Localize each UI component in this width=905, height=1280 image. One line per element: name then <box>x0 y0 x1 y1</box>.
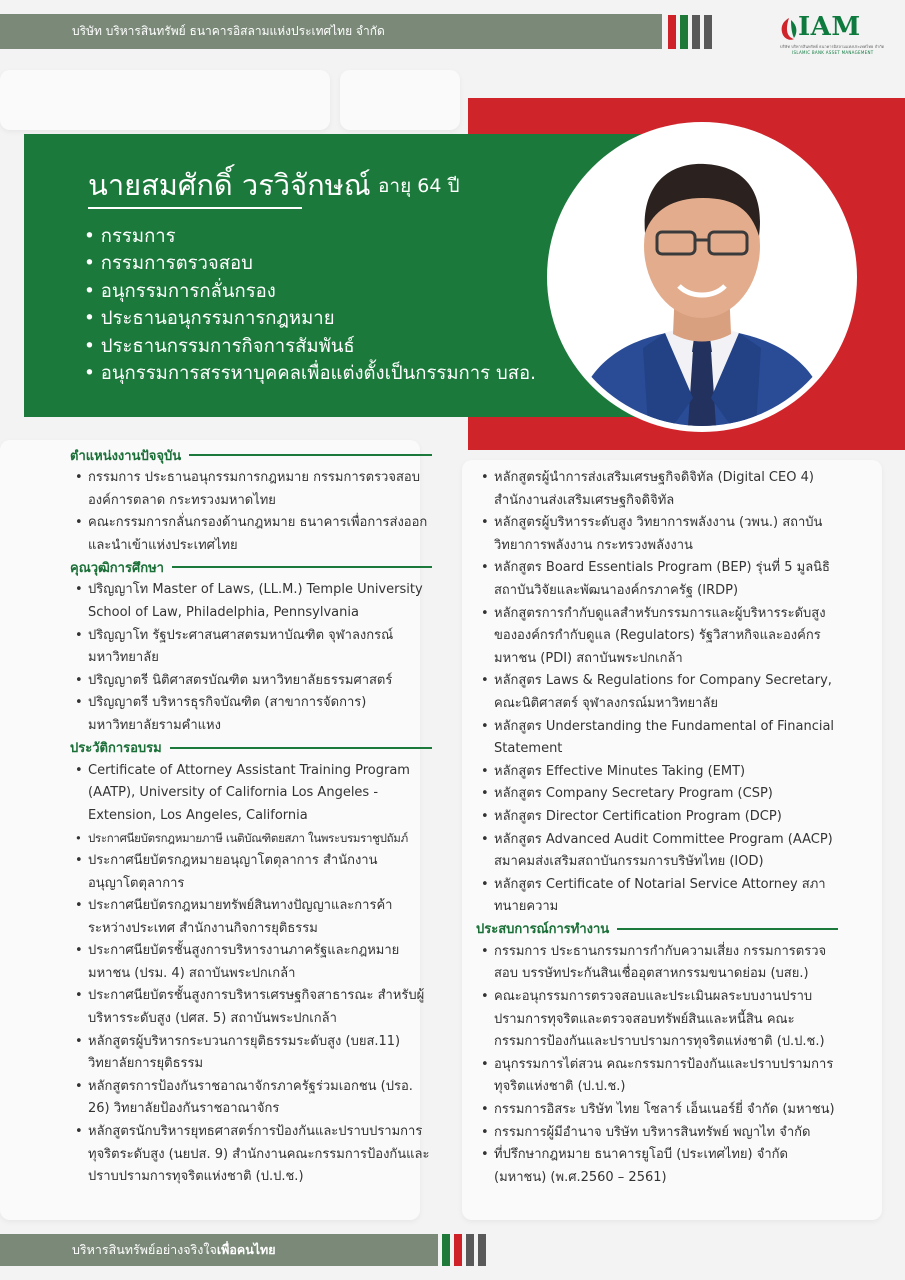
list-item: • กรรมการ ประธานกรรมการกำกับความเสี่ยง กรรมการตรวจสอบ บรรษัทประกันสินเชื่ออุตสาหกรรมขนาดย่อม (บสย.) <box>476 941 838 986</box>
list-item: • ปริญญาตรี นิติศาสตรบัณฑิต มหาวิทยาลัยธรรมศาสตร์ <box>70 670 432 693</box>
section-title: ตำแหน่งงานปัจจุบัน <box>70 448 182 464</box>
training-list-continued <box>476 467 838 919</box>
left-column <box>70 445 432 1189</box>
name-divider <box>88 207 302 209</box>
section-rule <box>617 928 838 930</box>
person-name: นายสมศักดิ์ วรวิจักษณ์ <box>88 168 371 202</box>
list-item: • หลักสูตร Advanced Audit Committee Program (AACP) สมาคมส่งเสริมสถาบันกรรมการบริษัทไทย (IOD) <box>476 829 838 874</box>
footer-bar <box>0 1234 438 1266</box>
iam-logo <box>778 14 883 59</box>
role-item: • อนุกรรมการสรรหาบุคคลเพื่อแต่งตั้งเป็นกรรมการ บสอ. <box>84 360 536 387</box>
list-item: • กรรมการอิสระ บริษัท ไทย โซลาร์ เอ็นเนอร์ยี่ จำกัด (มหาชน) <box>476 1099 838 1122</box>
role-item: • กรรมการ <box>84 223 536 250</box>
background-tile <box>340 70 460 130</box>
role-item: • ประธานอนุกรรมการกฎหมาย <box>84 305 536 332</box>
list-item: • ประกาศนียบัตรกฎหมายอนุญาโตตุลาการ สำนักงานอนุญาโตตุลาการ <box>70 850 432 895</box>
list-item: • หลักสูตรการกำกับดูแลสำหรับกรรมการและผู้บริหารระดับสูงขององค์กรกำกับดูแล (Regulators) รัฐวิสาหกิจและองค์กรมหาชน (PDI) สถาบันพระปกเกล้า <box>476 603 838 671</box>
company-name: บริษัท บริหารสินทรัพย์ ธนาคารอิสลามแห่งประเทศไทย จำกัด <box>72 24 385 38</box>
list-item: • กรรมการผู้มีอำนาจ บริษัท บริหารสินทรัพย์ พญาไท จำกัด <box>476 1122 838 1145</box>
list-item: • ประกาศนียบัตรชั้นสูงการบริหารเศรษฐกิจสาธารณะ สำหรับผู้บริหารระดับสูง (ปศส. 5) สถาบันพระปกเกล้า <box>70 985 432 1030</box>
list-item: • คณะกรรมการกลั่นกรองด้านกฎหมาย ธนาคารเพื่อการส่งออกและนำเข้าแห่งประเทศไทย <box>70 512 432 557</box>
roles-list <box>84 223 536 387</box>
list-item: • ที่ปรึกษากฎหมาย ธนาคารยูโอบี (ประเทศไทย) จำกัด (มหาชน) (พ.ศ.2560 – 2561) <box>476 1144 838 1189</box>
right-column <box>476 467 838 1189</box>
section-rule <box>189 454 432 456</box>
person-age: อายุ 64 ปี <box>378 175 460 197</box>
list-item: • กรรมการ ประธานอนุกรรมการกฎหมาย กรรมการตรวจสอบ องค์การตลาด กระทรวงมหาดไทย <box>70 467 432 512</box>
list-item: • ประกาศนียบัตรกฎหมายภาษี เนติบัณฑิตยสภา ในพระบรมราชูปถัมภ์ <box>70 827 432 850</box>
background-tile <box>0 70 330 130</box>
section-experience-header <box>476 919 838 939</box>
section-education-header <box>70 557 432 577</box>
role-item: • ประธานกรรมการกิจการสัมพันธ์ <box>84 333 536 360</box>
footer-stripes <box>442 1234 486 1266</box>
list-item: • ปริญญาโท Master of Laws, (LL.M.) Temple University School of Law, Philadelphia, Pennsylvania <box>70 579 432 624</box>
footer-tagline <box>72 1240 276 1260</box>
list-item: • หลักสูตร Company Secretary Program (CSP) <box>476 783 838 806</box>
footer-tagline-regular: บริหารสินทรัพย์อย่างจริงใจ <box>72 1242 217 1257</box>
list-item: • หลักสูตร Certificate of Notarial Service Attorney สภาทนายความ <box>476 874 838 919</box>
section-title: ประวัติการอบรม <box>70 741 162 757</box>
list-item: • ประกาศนียบัตรกฎหมายทรัพย์สินทางปัญญาและการค้าระหว่างประเทศ สำนักงานกิจการยุติธรรม <box>70 895 432 940</box>
list-item: • หลักสูตรผู้บริหารระดับสูง วิทยาการพลังงาน (วพน.) สถาบันวิทยาการพลังงาน กระทรวงพลังงาน <box>476 512 838 557</box>
list-item: • Certificate of Attorney Assistant Training Program (AATP), University of California Los Angeles - Extension, Los Angeles, California <box>70 760 432 828</box>
header-bar <box>0 14 662 49</box>
list-item: • หลักสูตร Board Essentials Program (BEP) รุ่นที่ 5 มูลนิธิสถาบันวิจัยและพัฒนาองค์กรภาครัฐ (IRDP) <box>476 557 838 602</box>
experience-list <box>476 941 838 1190</box>
section-rule <box>170 747 432 749</box>
logo-leaf-icon <box>778 16 800 42</box>
footer-tagline-bold: เพื่อคนไทย <box>216 1242 276 1257</box>
list-item: • อนุกรรมการไต่สวน คณะกรรมการป้องกันและปราบปรามการทุจริตแห่งชาติ (ป.ป.ช.) <box>476 1054 838 1099</box>
list-item: • หลักสูตรนักบริหารยุทธศาสตร์การป้องกันและปราบปรามการทุจริตระดับสูง (นยปส. 9) สำนักงานคณะกรรมการป้องกันและปราบปรามการทุจริตแห่งชาติ (ป.ป.ช.) <box>70 1121 432 1189</box>
section-current-header <box>70 445 432 465</box>
logo-subtitle-en: ISLAMIC BANK ASSET MANAGEMENT <box>792 50 874 55</box>
role-item: • อนุกรรมการกลั่นกรอง <box>84 278 536 305</box>
current-positions-list <box>70 467 432 557</box>
list-item: • หลักสูตร Laws & Regulations for Company Secretary, คณะนิติศาสตร์ จุฬาลงกรณ์มหาวิทยาลัย <box>476 670 838 715</box>
education-list <box>70 579 432 737</box>
training-list <box>70 760 432 1189</box>
list-item: • หลักสูตรผู้นำการส่งเสริมเศรษฐกิจดิจิทัล (Digital CEO 4) สำนักงานส่งเสริมเศรษฐกิจดิจิทัล <box>476 467 838 512</box>
list-item: • ปริญญาตรี บริหารธุรกิจบัณฑิต (สาขาการจัดการ) มหาวิทยาลัยรามคำแหง <box>70 692 432 737</box>
list-item: • หลักสูตร Director Certification Program (DCP) <box>476 806 838 829</box>
logo-wordmark: IAM <box>798 12 861 42</box>
list-item: • หลักสูตรผู้บริหารกระบวนการยุติธรรมระดับสูง (บยส.11) วิทยาลัยการยุติธรรม <box>70 1031 432 1076</box>
portrait-photo <box>553 128 851 426</box>
list-item: • ประกาศนียบัตรชั้นสูงการบริหารงานภาครัฐและกฎหมายมหาชน (ปรม. 4) สถาบันพระปกเกล้า <box>70 940 432 985</box>
logo-subtitle-th: บริษัท บริหารสินทรัพย์ ธนาคารอิสลามแห่งประเทศไทย จำกัด <box>780 44 885 49</box>
header-stripes <box>668 15 712 49</box>
section-title: ประสบการณ์การทำงาน <box>476 922 610 938</box>
list-item: • คณะอนุกรรมการตรวจสอบและประเมินผลระบบงานปราบปรามการทุจริตและตรวจสอบทรัพย์สินและหนี้สิน คณะกรรมการป้องกันและปราบปรามการทุจริตแห่งชาติ (ป.ป.ช.) <box>476 986 838 1054</box>
role-item: • กรรมการตรวจสอบ <box>84 250 536 277</box>
list-item: • หลักสูตรการป้องกันราชอาณาจักรภาครัฐร่วมเอกชน (ปรอ. 26) วิทยาลัยป้องกันราชอาณาจักร <box>70 1076 432 1121</box>
section-training-header <box>70 738 432 758</box>
list-item: • หลักสูตร Effective Minutes Taking (EMT) <box>476 761 838 784</box>
section-title: คุณวุฒิการศึกษา <box>70 560 164 576</box>
list-item: • หลักสูตร Understanding the Fundamental of Financial Statement <box>476 716 838 761</box>
section-rule <box>172 566 432 568</box>
list-item: • ปริญญาโท รัฐประศาสนศาสตรมหาบัณฑิต จุฬาลงกรณ์มหาวิทยาลัย <box>70 625 432 670</box>
